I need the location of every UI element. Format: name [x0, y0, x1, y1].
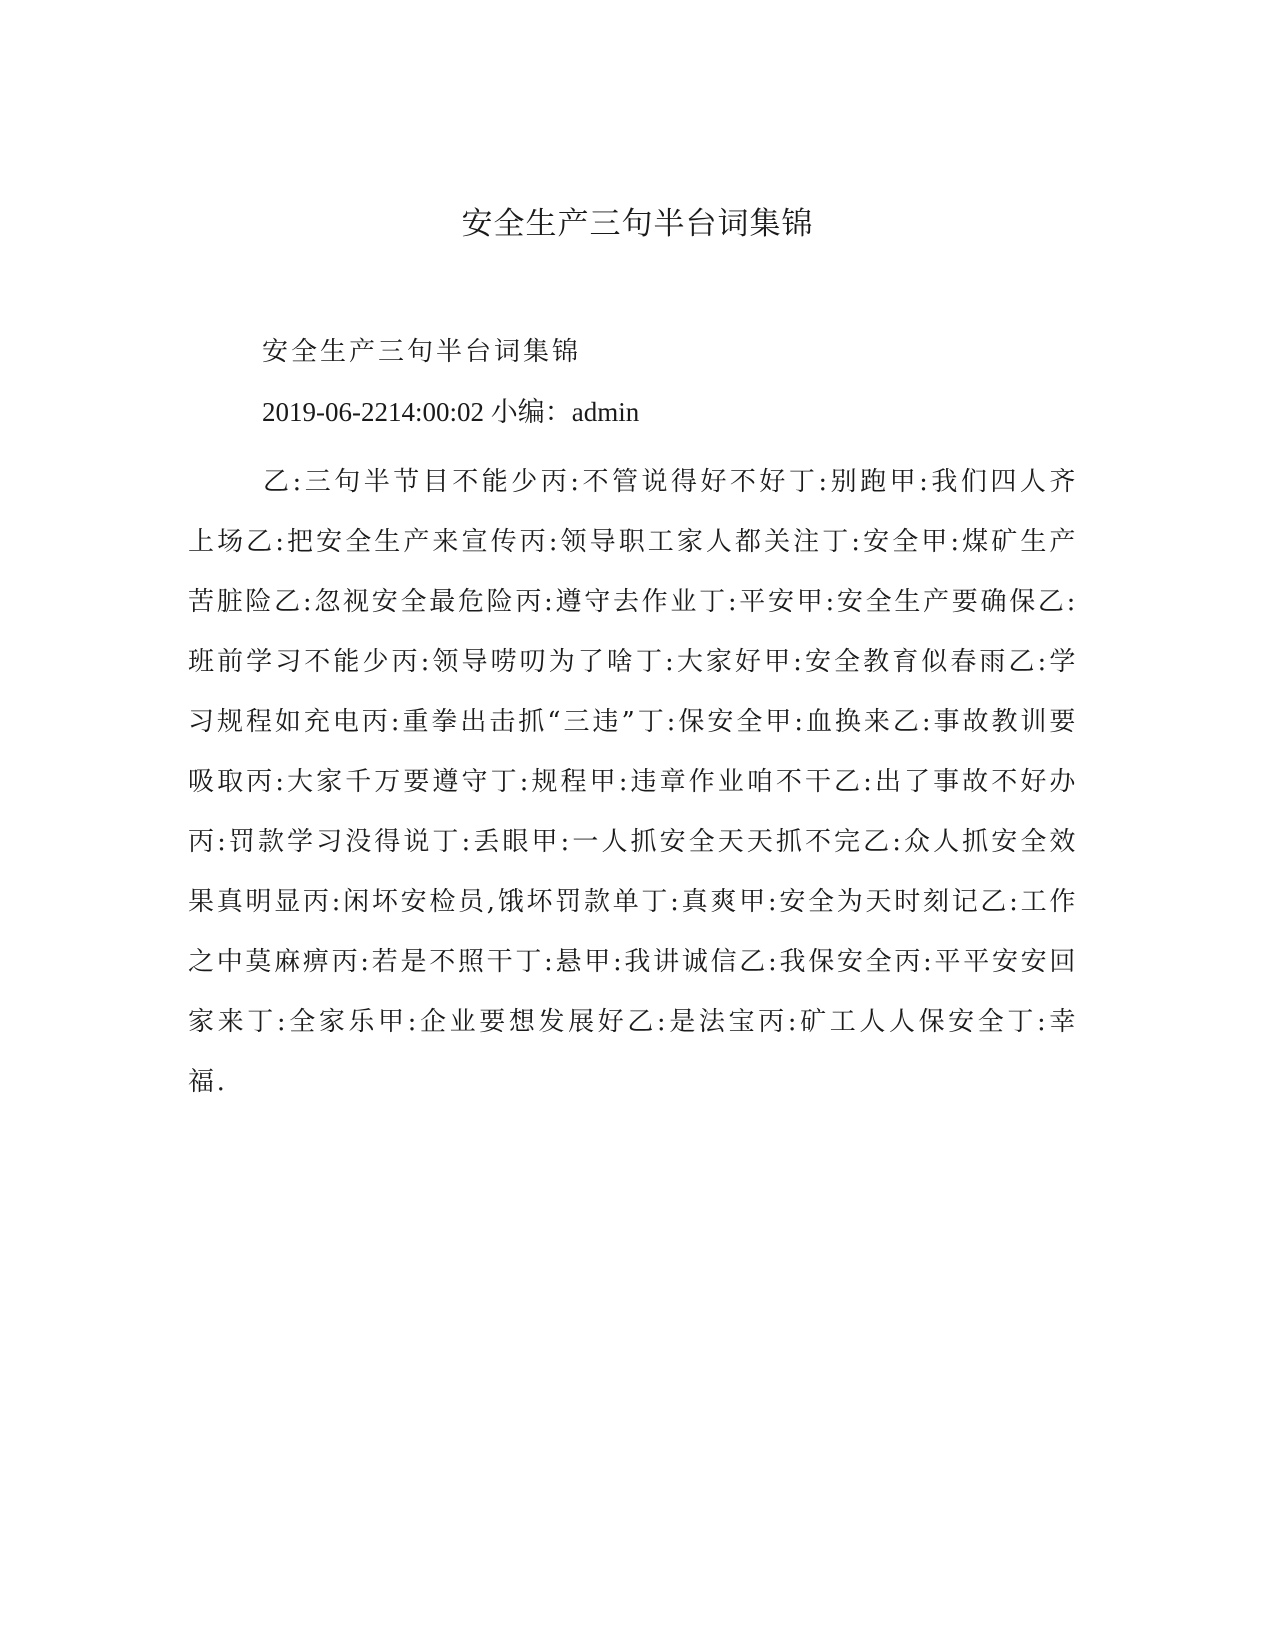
document-subtitle: 安全生产三句半台词集锦: [262, 337, 582, 367]
document-meta: 2019-06-2214:00:02 小编：admin: [262, 397, 640, 427]
document-title: 安全生产三句半台词集锦: [461, 206, 814, 242]
document-body: 乙:三句半节目不能少丙:不管说得好不好丁:别跑甲:我们四人齐上场乙:把安全生产来宣传丙:领导职工家人都关注丁:安全甲:煤矿生产苦脏险乙:忽视安全最危险丙:遵守去作业丁:平安甲:安全生产要确保乙:班前学习不能少丙:领导唠叨为了啥丁:大家好甲:安全教育似春雨乙:学习规程如充电丙:重拳出击抓“三违”丁:保安全甲:血换来乙:事故教训要吸取丙:大家千万要遵守丁:规程甲:违章作业咱不干乙:出了事故不好办丙:罚款学习没得说丁:丢眼甲:一人抓安全天天抓不完乙:众人抓安全效果真明显丙:闲坏安检员,饿坏罚款单丁:真爽甲:安全为天时刻记乙:工作之中莫麻痹丙:若是不照干丁:悬甲:我讲诚信乙:我保安全丙:平平安安回家来丁:全家乐甲:企业要想发展好乙:是法宝丙:矿工人人保安全丁:幸福.: [188, 467, 1078, 1097]
